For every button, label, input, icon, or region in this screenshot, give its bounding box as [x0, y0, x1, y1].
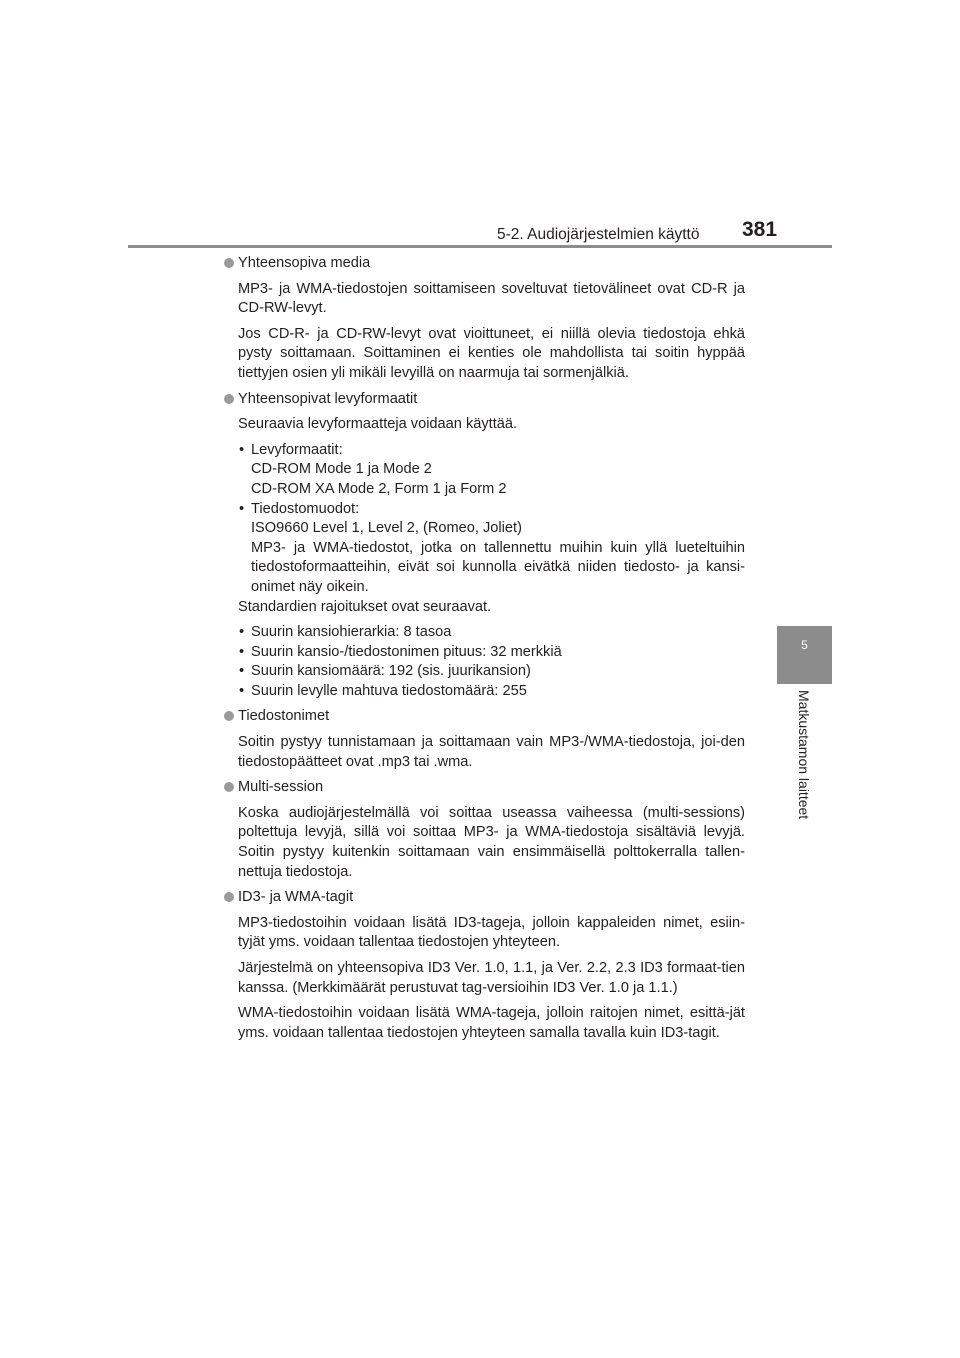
header-section-title: 5-2. Audiojärjestelmien käyttö: [497, 226, 700, 243]
section-heading: Multi-session: [238, 779, 324, 796]
page-number: 381: [742, 218, 778, 241]
paragraph: MP3- ja WMA-tiedostojen soittamiseen soveltuvat tietovälineet ovat CD-R ja CD-RW-levyt.: [238, 280, 745, 317]
list-item: • Suurin kansiohierarkia: 8 tasoa: [239, 624, 452, 641]
section-heading: Yhteensopiva media: [238, 255, 371, 271]
section-formats: [224, 390, 745, 702]
bullet-icon: [224, 782, 234, 792]
section-heading: ID3- ja WMA-tagit: [238, 889, 354, 906]
paragraph: Koska audiojärjestelmällä voi soittaa useassa vaiheessa (multi-sessions) poltettuja levyjä, sillä voi soittaa MP3- ja WMA-tiedostoja sisältäviä levyjä. Soitin pystyy kuitenkin soittamaan vain ensimmäisellä polttokerralla tallen-nettuja tiedostoja.: [238, 804, 745, 880]
chapter-title: Matkustamon laitteet: [796, 690, 812, 820]
format-list: [238, 441, 745, 598]
paragraph: WMA-tiedostoihin voidaan lisätä WMA-tageja, jolloin raitojen nimet, esittä-jät yms. voidaan tallentaa tiedostojen yhteyteen samalla tavalla kuin ID3-tagit.: [238, 1005, 745, 1041]
section-heading: Tiedostonimet: [238, 708, 330, 725]
paragraph: Järjestelmä on yhteensopiva ID3 Ver. 1.0, 1.1, ja Ver. 2.2, 2.3 ID3 formaat-tien kanssa. (Merkkimäärät perustuvat tag-versioihin ID3 Ver. 1.0 ja 1.1.): [238, 960, 745, 996]
chapter-tab: [777, 626, 832, 684]
list-item: • Suurin levylle mahtuva tiedostomäärä: 255: [239, 682, 527, 699]
list-item: • Levyformaatit: CD-ROM Mode 1 ja Mode 2 CD-ROM XA Mode 2, Form 1 ja Form 2: [239, 441, 507, 497]
bullet-icon: [224, 711, 234, 721]
bullet-icon: [224, 258, 234, 268]
section-multisession: [224, 778, 745, 882]
section-tags: [224, 888, 745, 1043]
section-filenames: [224, 707, 745, 772]
bullet-icon: [224, 394, 234, 404]
page-content: [224, 254, 745, 1043]
paragraph: Soitin pystyy tunnistamaan ja soittamaan vain MP3-/WMA-tiedostoja, joi-den tiedostopäätteet ovat .mp3 tai .wma.: [238, 734, 745, 770]
paragraph: Jos CD-R- ja CD-RW-levyt ovat vioittuneet, ei niillä olevia tiedostoja ehkä pysty soittamaan. Soittaminen ei kenties ole mahdollista tai soitin hyppää tiettyjen osien yli mikäli levyillä on naarmuja tai sormenjälkiä.: [238, 325, 745, 381]
chapter-number: 5: [801, 638, 808, 652]
section-heading: Yhteensopivat levyformaatit: [238, 390, 418, 407]
section-media: [224, 254, 745, 384]
bullet-icon: [224, 892, 234, 902]
paragraph: Standardien rajoitukset ovat seuraavat.: [238, 598, 492, 615]
paragraph: Seuraavia levyformaatteja voidaan käyttää.: [238, 416, 518, 433]
limits-list: [238, 623, 745, 701]
list-item: • Tiedostomuodot: ISO9660 Level 1, Level 2, (Romeo, Joliet) MP3- ja WMA-tiedostot, jotka on tallennettu muihin kuin yllä lueteltuihin tiedostoformaatteihin, eivät soi kunnolla eivätkä niiden tiedosto- ja kansi-onimet näy oikein.: [239, 500, 745, 595]
paragraph: MP3-tiedostoihin voidaan lisätä ID3-tageja, jolloin kappaleiden nimet, esiin-tyjät yms. voidaan tallentaa tiedostojen yhteyteen.: [238, 914, 745, 951]
header-rule: [128, 245, 832, 248]
list-item: • Suurin kansiomäärä: 192 (sis. juurikansion): [239, 663, 531, 680]
list-item: • Suurin kansio-/tiedostonimen pituus: 32 merkkiä: [239, 643, 562, 660]
